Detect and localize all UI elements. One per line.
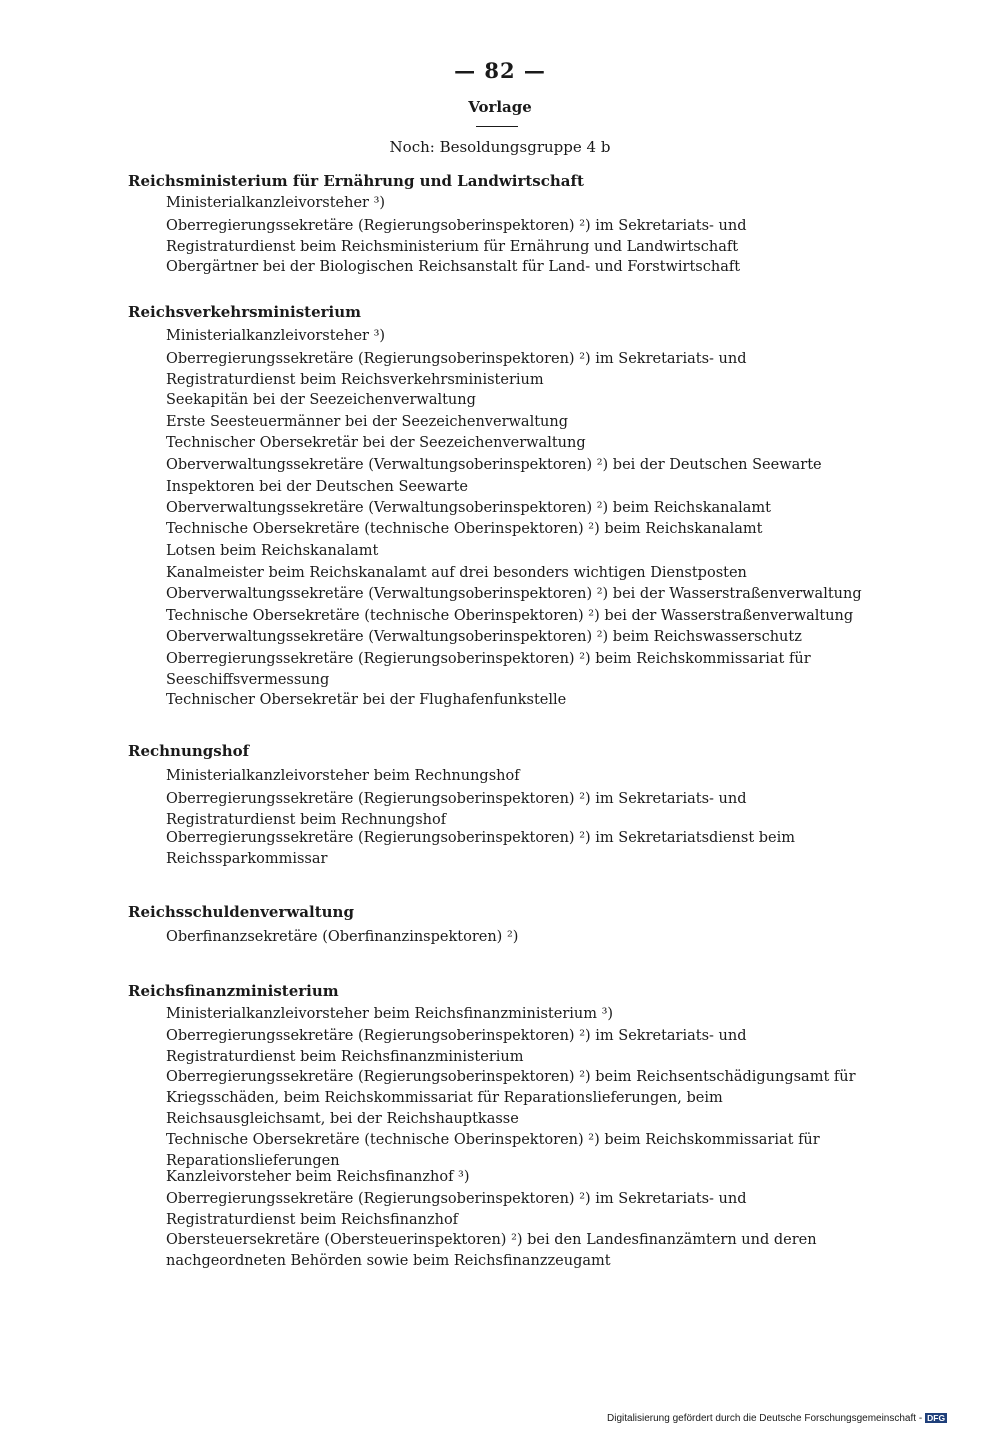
list-item: Oberregierungssekretäre (Regierungsoberinspektoren) ²) im Sekretariats- und Registraturdienst beim Reichsfinanzministerium <box>166 1028 747 1065</box>
list-item: Inspektoren bei der Deutschen Seewarte <box>166 479 468 495</box>
list-item: Technischer Obersekretär bei der Seezeichenverwaltung <box>166 435 586 451</box>
section-heading: Rechnungshof <box>128 742 250 760</box>
document-title: Vorlage <box>468 98 532 116</box>
list-item: Ministerialkanzleivorsteher beim Rechnungshof <box>166 768 520 784</box>
section-heading: Reichsfinanzministerium <box>128 982 339 1000</box>
list-item: Technischer Obersekretär bei der Flughafenfunkstelle <box>166 692 567 708</box>
list-item: Ministerialkanzleivorsteher ³) <box>166 195 386 211</box>
section-heading: Reichsverkehrsministerium <box>128 303 362 321</box>
list-item: Kanalmeister beim Reichskanalamt auf drei besonders wichtigen Dienstposten <box>166 565 747 581</box>
list-item: Lotsen beim Reichskanalamt <box>166 543 379 559</box>
section-heading: Reichsministerium für Ernährung und Landwirtschaft <box>128 172 584 190</box>
footer-text: Digitalisierung gefördert durch die Deutsche Forschungsgemeinschaft - <box>607 1413 923 1424</box>
list-item: Oberregierungssekretäre (Regierungsoberinspektoren) ²) beim Reichskommissariat für Seeschiffsvermessung <box>166 651 811 688</box>
list-item: Oberregierungssekretäre (Regierungsoberinspektoren) ²) beim Reichsentschädigungsamt für Kriegsschäden, beim Reichskommissariat für Reparationslieferungen, beim Reichsausgleichsamt, bei der Reichshauptkasse <box>166 1069 856 1127</box>
list-item: Oberregierungssekretäre (Regierungsoberinspektoren) ²) im Sekretariatsdienst beim Reichssparkommissar <box>166 830 796 867</box>
list-item: Oberregierungssekretäre (Regierungsoberinspektoren) ²) im Sekretariats- und Registraturdienst beim Reichsministerium für Ernährung und Landwirtschaft <box>166 218 747 255</box>
list-item: Oberverwaltungssekretäre (Verwaltungsoberinspektoren) ²) beim Reichskanalamt <box>166 500 771 516</box>
list-item: Oberverwaltungssekretäre (Verwaltungsoberinspektoren) ²) bei der Deutschen Seewarte <box>166 457 822 473</box>
list-item: Seekapitän bei der Seezeichenverwaltung <box>166 392 476 408</box>
list-item: Oberregierungssekretäre (Regierungsoberinspektoren) ²) im Sekretariats- und Registraturdienst beim Reichsverkehrsministerium <box>166 351 747 388</box>
list-item: Kanzleivorsteher beim Reichsfinanzhof ³) <box>166 1169 470 1185</box>
document-subtitle: Noch: Besoldungsgruppe 4 b <box>389 138 611 156</box>
list-item: Oberregierungssekretäre (Regierungsoberinspektoren) ²) im Sekretariats- und Registraturdienst beim Rechnungshof <box>166 791 747 828</box>
list-item: Ministerialkanzleivorsteher ³) <box>166 328 386 344</box>
list-item: Oberverwaltungssekretäre (Verwaltungsoberinspektoren) ²) beim Reichswasserschutz <box>166 629 802 645</box>
list-item: Oberfinanzsekretäre (Oberfinanzinspektoren) ²) <box>166 929 519 945</box>
title-divider <box>476 126 518 127</box>
list-item: Oberverwaltungssekretäre (Verwaltungsoberinspektoren) ²) bei der Wasserstraßenverwaltung <box>166 586 862 602</box>
list-item: Obersteuersekretäre (Obersteuerinspektoren) ²) bei den Landesfinanzämtern und deren nachgeordneten Behörden sowie beim Reichsfinanzzeugamt <box>166 1232 817 1269</box>
page-number: — 82 — <box>454 58 546 83</box>
list-item: Obergärtner bei der Biologischen Reichsanstalt für Land- und Forstwirtschaft <box>166 259 741 275</box>
section-heading: Reichsschuldenverwaltung <box>128 903 354 921</box>
list-item: Technische Obersekretäre (technische Oberinspektoren) ²) bei der Wasserstraßenverwaltung <box>166 608 854 624</box>
digitization-credit <box>607 1413 947 1424</box>
list-item: Ministerialkanzleivorsteher beim Reichsfinanzministerium ³) <box>166 1006 614 1022</box>
list-item: Technische Obersekretäre (technische Oberinspektoren) ²) beim Reichskommissariat für Reparationslieferungen <box>166 1132 820 1169</box>
list-item: Technische Obersekretäre (technische Oberinspektoren) ²) beim Reichskanalamt <box>166 521 763 537</box>
list-item: Oberregierungssekretäre (Regierungsoberinspektoren) ²) im Sekretariats- und Registraturdienst beim Reichsfinanzhof <box>166 1191 747 1228</box>
dfg-logo: DFG <box>927 1413 946 1423</box>
list-item: Erste Seesteuermänner bei der Seezeichenverwaltung <box>166 414 568 430</box>
